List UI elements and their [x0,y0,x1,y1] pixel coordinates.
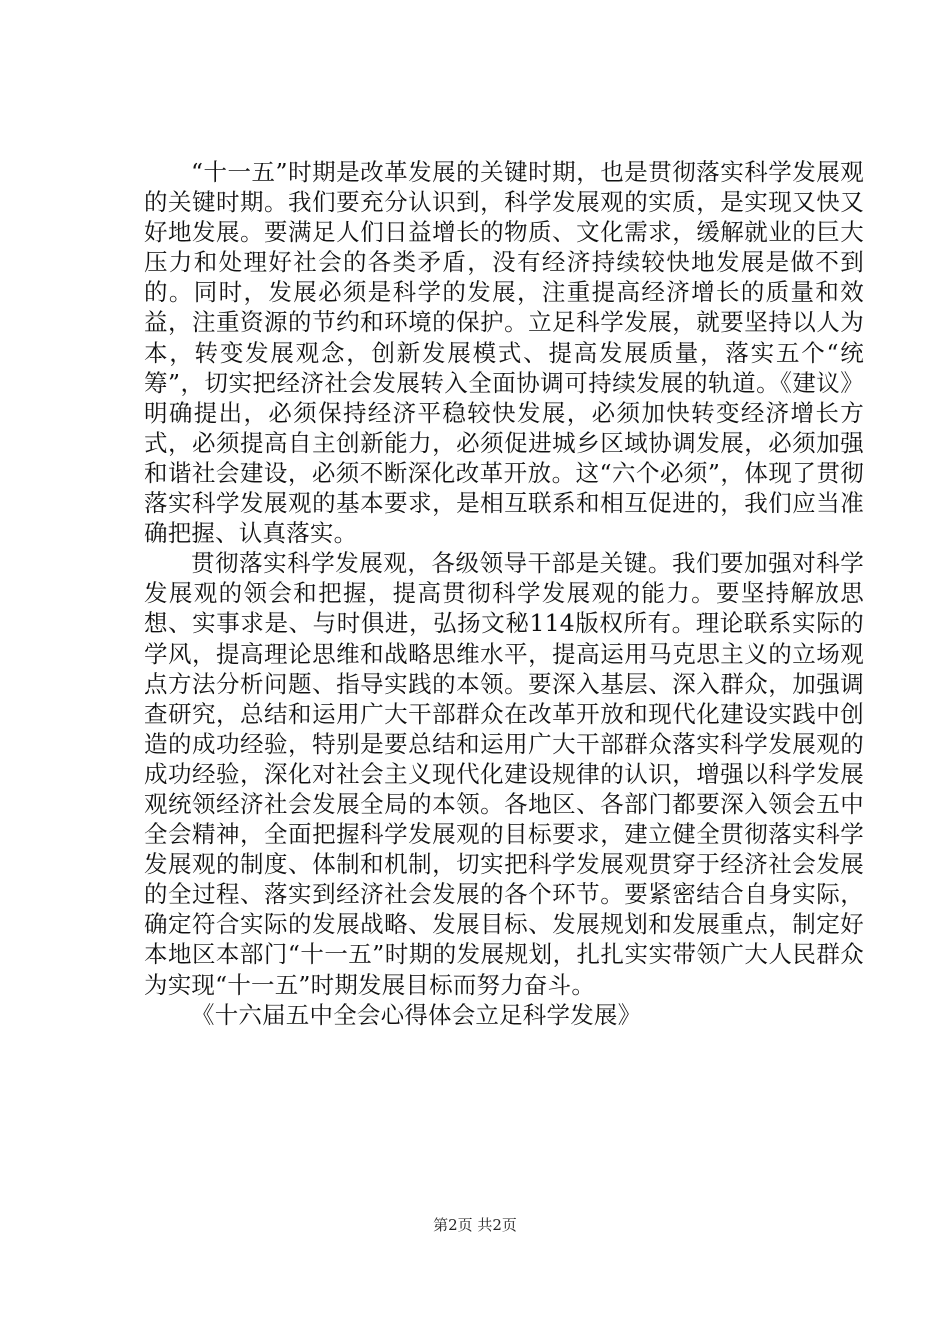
paragraph-1: “十一五”时期是改革发展的关键时期，也是贯彻落实科学发展观的关键时期。我们要充分认识到，科学发展观的实质，是实现又快又好地发展。要满足人们日益增长的物质、文化需求，缓解就业的巨大压力和处理好社会的各类矛盾，没有经济持续较快地发展是做不到的。同时，发展必须是科学的发展，注重提高经济增长的质量和效益，注重资源的节约和环境的保护。立足科学发展，就要坚持以人为本，转变发展观念，创新发展模式、提高发展质量，落实五个“统筹”，切实把经济社会发展转入全面协调可持续发展的轨道。《建议》明确提出，必须保持经济平稳较快发展，必须加快转变经济增长方式，必须提高自主创新能力，必须促进城乡区域协调发展，必须加强和谐社会建设，必须不断深化改革开放。这“六个必须”，体现了贯彻落实科学发展观的基本要求，是相互联系和相互促进的，我们应当准确把握、认真落实。 [144,158,864,548]
document-body [144,157,864,1030]
page-number-footer: 第2页 共2页 [433,1216,517,1234]
document-title-line: 《十六届五中全会心得体会立足科学发展》 [191,1000,642,1029]
paragraph-2: 贯彻落实科学发展观，各级领导干部是关键。我们要加强对科学发展观的领会和把握，提高贯彻科学发展观的能力。要坚持解放思想、实事求是、与时俱进，弘扬文秘114版权所有。理论联系实际的学风，提高理论思维和战略思维水平，提高运用马克思主义的立场观点方法分析问题、指导实践的本领。要深入基层、深入群众，加强调查研究，总结和运用广大干部群众在改革开放和现代化建设实践中创造的成功经验，特别是要总结和运用广大干部群众落实科学发展观的成功经验，深化对社会主义现代化建设规律的认识，增强以科学发展观统领经济社会发展全局的本领。各地区、各部门都要深入领会五中全会精神，全面把握科学发展观的目标要求，建立健全贯彻落实科学发展观的制度、体制和机制，切实把科学发展观贯穿于经济社会发展的全过程、落实到经济社会发展的各个环节。要紧密结合自身实际，确定符合实际的发展战略、发展目标、发展规划和发展重点，制定好本地区本部门“十一五”时期的发展规划，扎扎实实带领广大人民群众为实现“十一五”时期发展目标而努力奋斗。 [144,549,864,999]
